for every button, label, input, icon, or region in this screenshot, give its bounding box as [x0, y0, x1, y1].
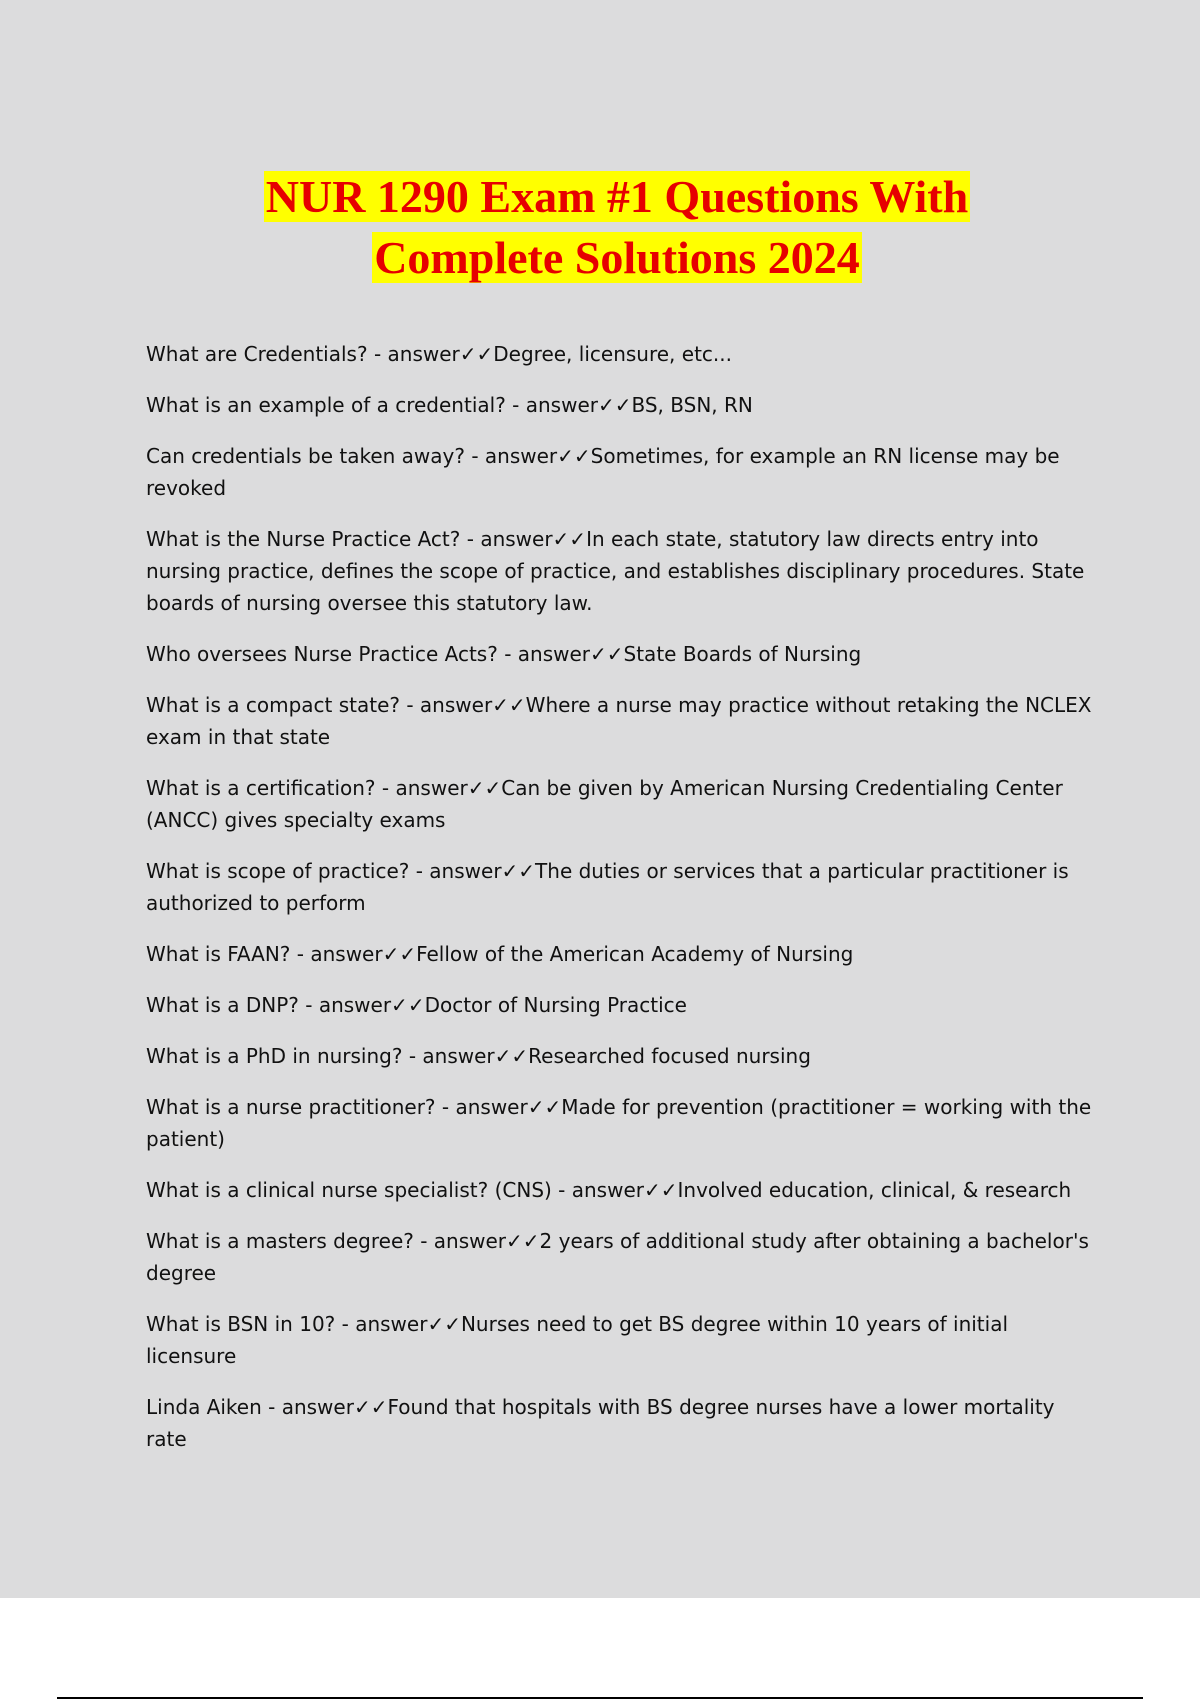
qa-item: Linda Aiken - answer✓✓Found that hospitals with BS degree nurses have a lower mortality rate — [146, 1395, 1055, 1451]
qa-item: What is scope of practice? - answer✓✓The duties or services that a particular practitioner is authorized to perform — [146, 859, 1069, 915]
qa-item: What are Credentials? - answer✓✓Degree, licensure, etc... — [146, 342, 732, 366]
title-line-2: Complete Solutions 2024 — [374, 232, 860, 283]
qa-item: What is a clinical nurse specialist? (CNS) - answer✓✓Involved education, clinical, & research — [146, 1178, 1072, 1202]
qa-item: Can credentials be taken away? - answer✓✓Sometimes, for example an RN license may be revoked — [146, 444, 1060, 500]
qa-item: What is FAAN? - answer✓✓Fellow of the American Academy of Nursing — [146, 942, 854, 966]
qa-item: Who oversees Nurse Practice Acts? - answer✓✓State Boards of Nursing — [146, 642, 862, 666]
qa-item: What is the Nurse Practice Act? - answer✓✓In each state, statutory law directs entry into nursing practice, defines the scope of practice, and establishes disciplinary procedures. State boards of nursing oversee this statutory law. — [146, 527, 1085, 615]
qa-item: What is a PhD in nursing? - answer✓✓Researched focused nursing — [146, 1044, 811, 1068]
qa-item: What is a nurse practitioner? - answer✓✓Made for prevention (practitioner = working with the patient) — [146, 1095, 1092, 1151]
qa-item: What is an example of a credential? - answer✓✓BS, BSN, RN — [146, 393, 753, 417]
document-title — [0, 166, 1200, 288]
qa-item: What is a masters degree? - answer✓✓2 years of additional study after obtaining a bachelor's degree — [146, 1229, 1089, 1285]
title-line-1: NUR 1290 Exam #1 Questions With — [265, 171, 969, 222]
footer-divider — [57, 1697, 1143, 1699]
question-answer-list — [146, 338, 1096, 1474]
qa-item: What is a DNP? - answer✓✓Doctor of Nursing Practice — [146, 993, 687, 1017]
qa-item: What is a compact state? - answer✓✓Where a nurse may practice without retaking the NCLEX exam in that state — [146, 693, 1092, 749]
qa-item: What is a certification? - answer✓✓Can be given by American Nursing Credentialing Center (ANCC) gives specialty exams — [146, 776, 1063, 832]
qa-item: What is BSN in 10? - answer✓✓Nurses need to get BS degree within 10 years of initial licensure — [146, 1312, 1009, 1368]
